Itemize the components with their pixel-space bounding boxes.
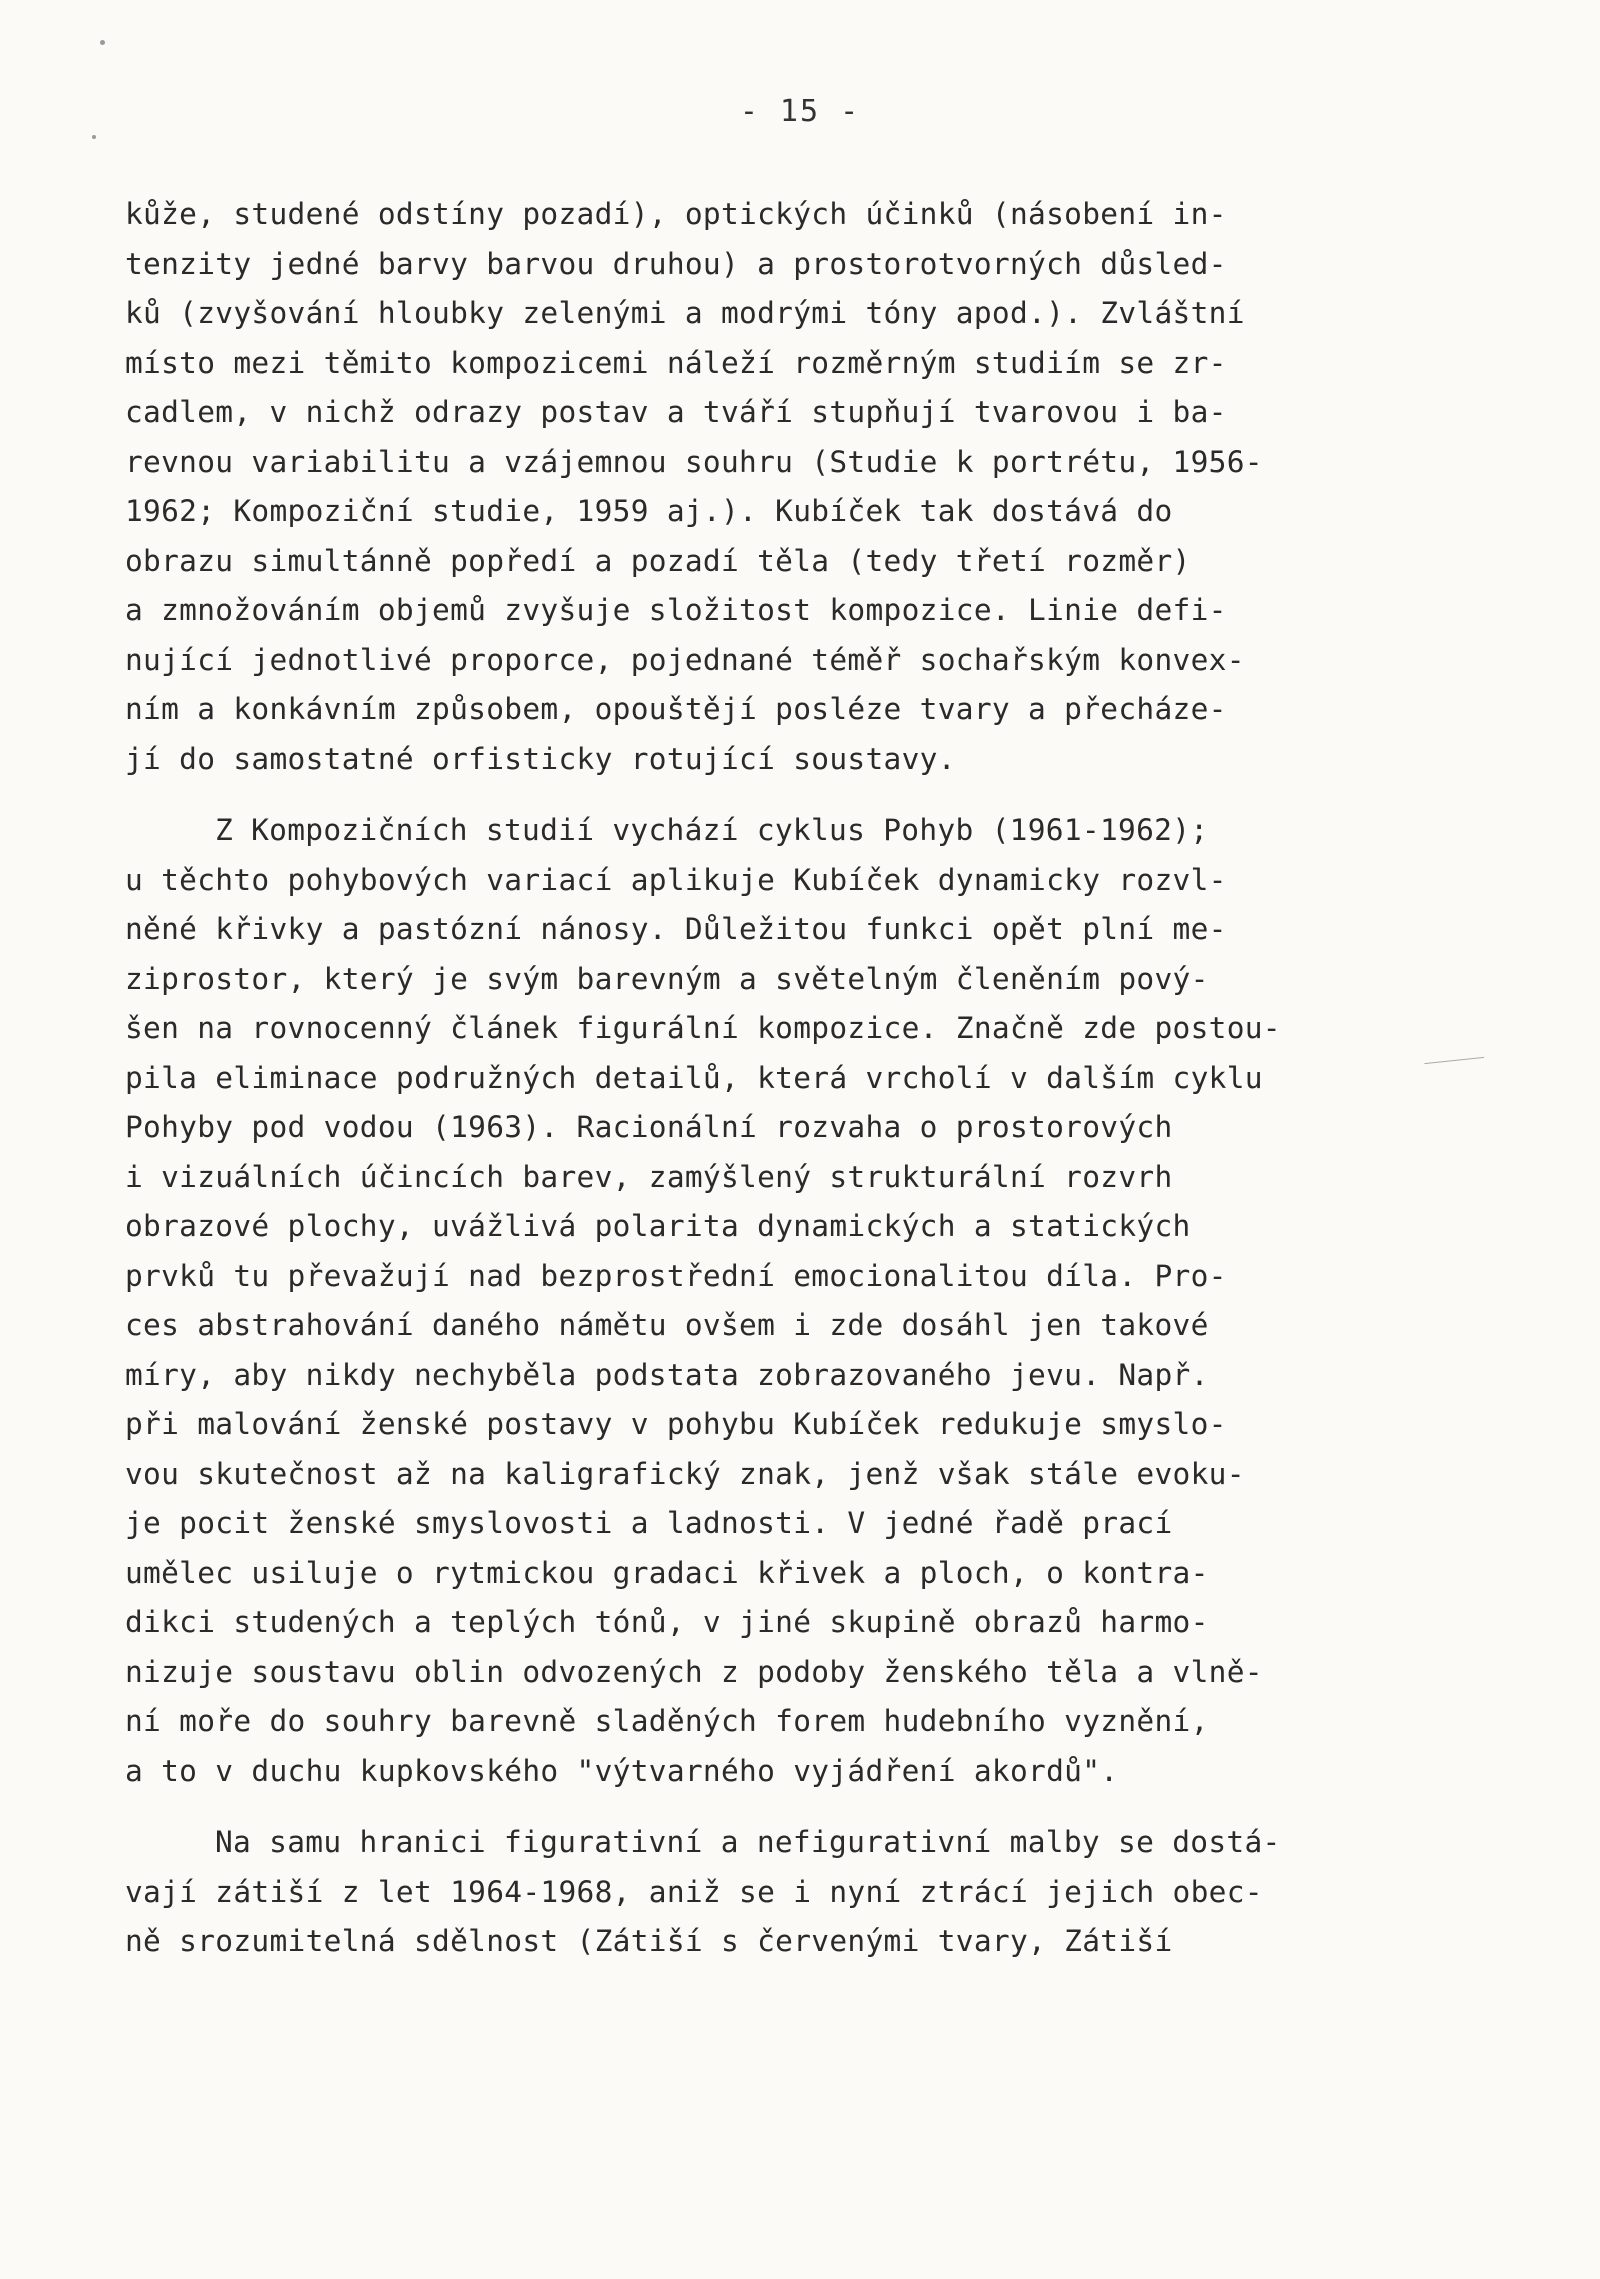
text-line: umělec usiluje o rytmickou gradaci křivek a ploch, o kontra-	[125, 1555, 1209, 1590]
text-line: obrazové plochy, uvážlivá polarita dynamických a statických	[125, 1209, 1191, 1243]
text-line: Na samu hranici figurativní a nefigurativní malby se dostá-	[215, 1825, 1281, 1859]
paragraph	[125, 1818, 1455, 1967]
text-line: ním a konkávním způsobem, opouštějí posléze tvary a přecháze-	[125, 692, 1227, 726]
text-line: revnou variabilitu a vzájemnou souhru (Studie k portrétu, 1956-	[125, 444, 1263, 479]
text-line: míry, aby nikdy nechyběla podstata zobrazovaného jevu. Např.	[125, 1357, 1209, 1392]
text-line: Z Kompozičních studií vychází cyklus Pohyb (1961-1962);	[215, 813, 1209, 847]
text-line: místo mezi těmito kompozicemi náleží rozměrným studiím se zr-	[125, 345, 1227, 380]
text-line: šen na rovnocenný článek figurální kompozice. Značně zde postou-	[125, 1011, 1281, 1045]
text-line: ní moře do souhry barevně sladěných forem hudebního vyznění,	[125, 1704, 1209, 1738]
paragraph	[125, 190, 1455, 784]
text-line: kůže, studené odstíny pozadí), optických účinků (násobení in-	[125, 197, 1227, 231]
scan-speck	[92, 135, 96, 139]
text-line: prvků tu převažují nad bezprostřední emocionalitou díla. Pro-	[125, 1258, 1227, 1293]
text-line: obrazu simultánně popředí a pozadí těla (tedy třetí rozměr)	[125, 543, 1191, 578]
text-line: ziprostor, který je svým barevným a světelným členěním pový-	[125, 961, 1209, 996]
text-line: jí do samostatné orfisticky rotující soustavy.	[125, 741, 956, 776]
page-number: - 15 -	[739, 94, 861, 129]
body-text	[125, 190, 1455, 1967]
text-line: vají zátiší z let 1964-1968, aniž se i nyní ztrácí jejich obec-	[125, 1874, 1263, 1909]
paragraph	[125, 806, 1455, 1796]
text-line: cadlem, v nichž odrazy postav a tváří stupňují tvarovou i ba-	[125, 395, 1227, 429]
text-line: i vizuálních účincích barev, zamýšlený strukturální rozvrh	[125, 1159, 1173, 1194]
text-line: ces abstrahování daného námětu ovšem i zde dosáhl jen takové	[125, 1308, 1209, 1342]
text-line: je pocit ženské smyslovosti a ladnosti. V jedné řadě prací	[125, 1506, 1173, 1540]
text-line: a to v duchu kupkovského "výtvarného vyjádření akordů".	[125, 1753, 1119, 1788]
text-line: ně srozumitelná sdělnost (Zátiší s červenými tvary, Zátiší	[125, 1924, 1173, 1958]
text-line: u těchto pohybových variací aplikuje Kubíček dynamicky rozvl-	[125, 862, 1227, 897]
text-line: 1962; Kompoziční studie, 1959 aj.). Kubíček tak dostává do	[125, 494, 1173, 528]
text-line: nizuje soustavu oblin odvozených z podoby ženského těla a vlně-	[125, 1654, 1263, 1689]
text-line: ků (zvyšování hloubky zelenými a modrými tóny apod.). Zvláštní	[125, 296, 1245, 330]
text-line: nující jednotlivé proporce, pojednané téměř sochařským konvex-	[125, 642, 1245, 677]
text-line: vou skutečnost až na kaligrafický znak, jenž však stále evoku-	[125, 1456, 1245, 1491]
text-line: dikci studených a teplých tónů, v jiné skupině obrazů harmo-	[125, 1605, 1209, 1639]
text-line: pila eliminace podružných detailů, která vrcholí v dalším cyklu	[125, 1060, 1263, 1095]
text-line: při malování ženské postavy v pohybu Kubíček redukuje smyslo-	[125, 1407, 1227, 1441]
text-line: a zmnožováním objemů zvyšuje složitost kompozice. Linie defi-	[125, 593, 1227, 627]
scan-speck	[100, 40, 105, 45]
text-line: něné křivky a pastózní nánosy. Důležitou funkci opět plní me-	[125, 912, 1227, 946]
text-line: tenzity jedné barvy barvou druhou) a prostorotvorných důsled-	[125, 246, 1227, 281]
text-line: Pohyby pod vodou (1963). Racionální rozvaha o prostorových	[125, 1110, 1173, 1144]
